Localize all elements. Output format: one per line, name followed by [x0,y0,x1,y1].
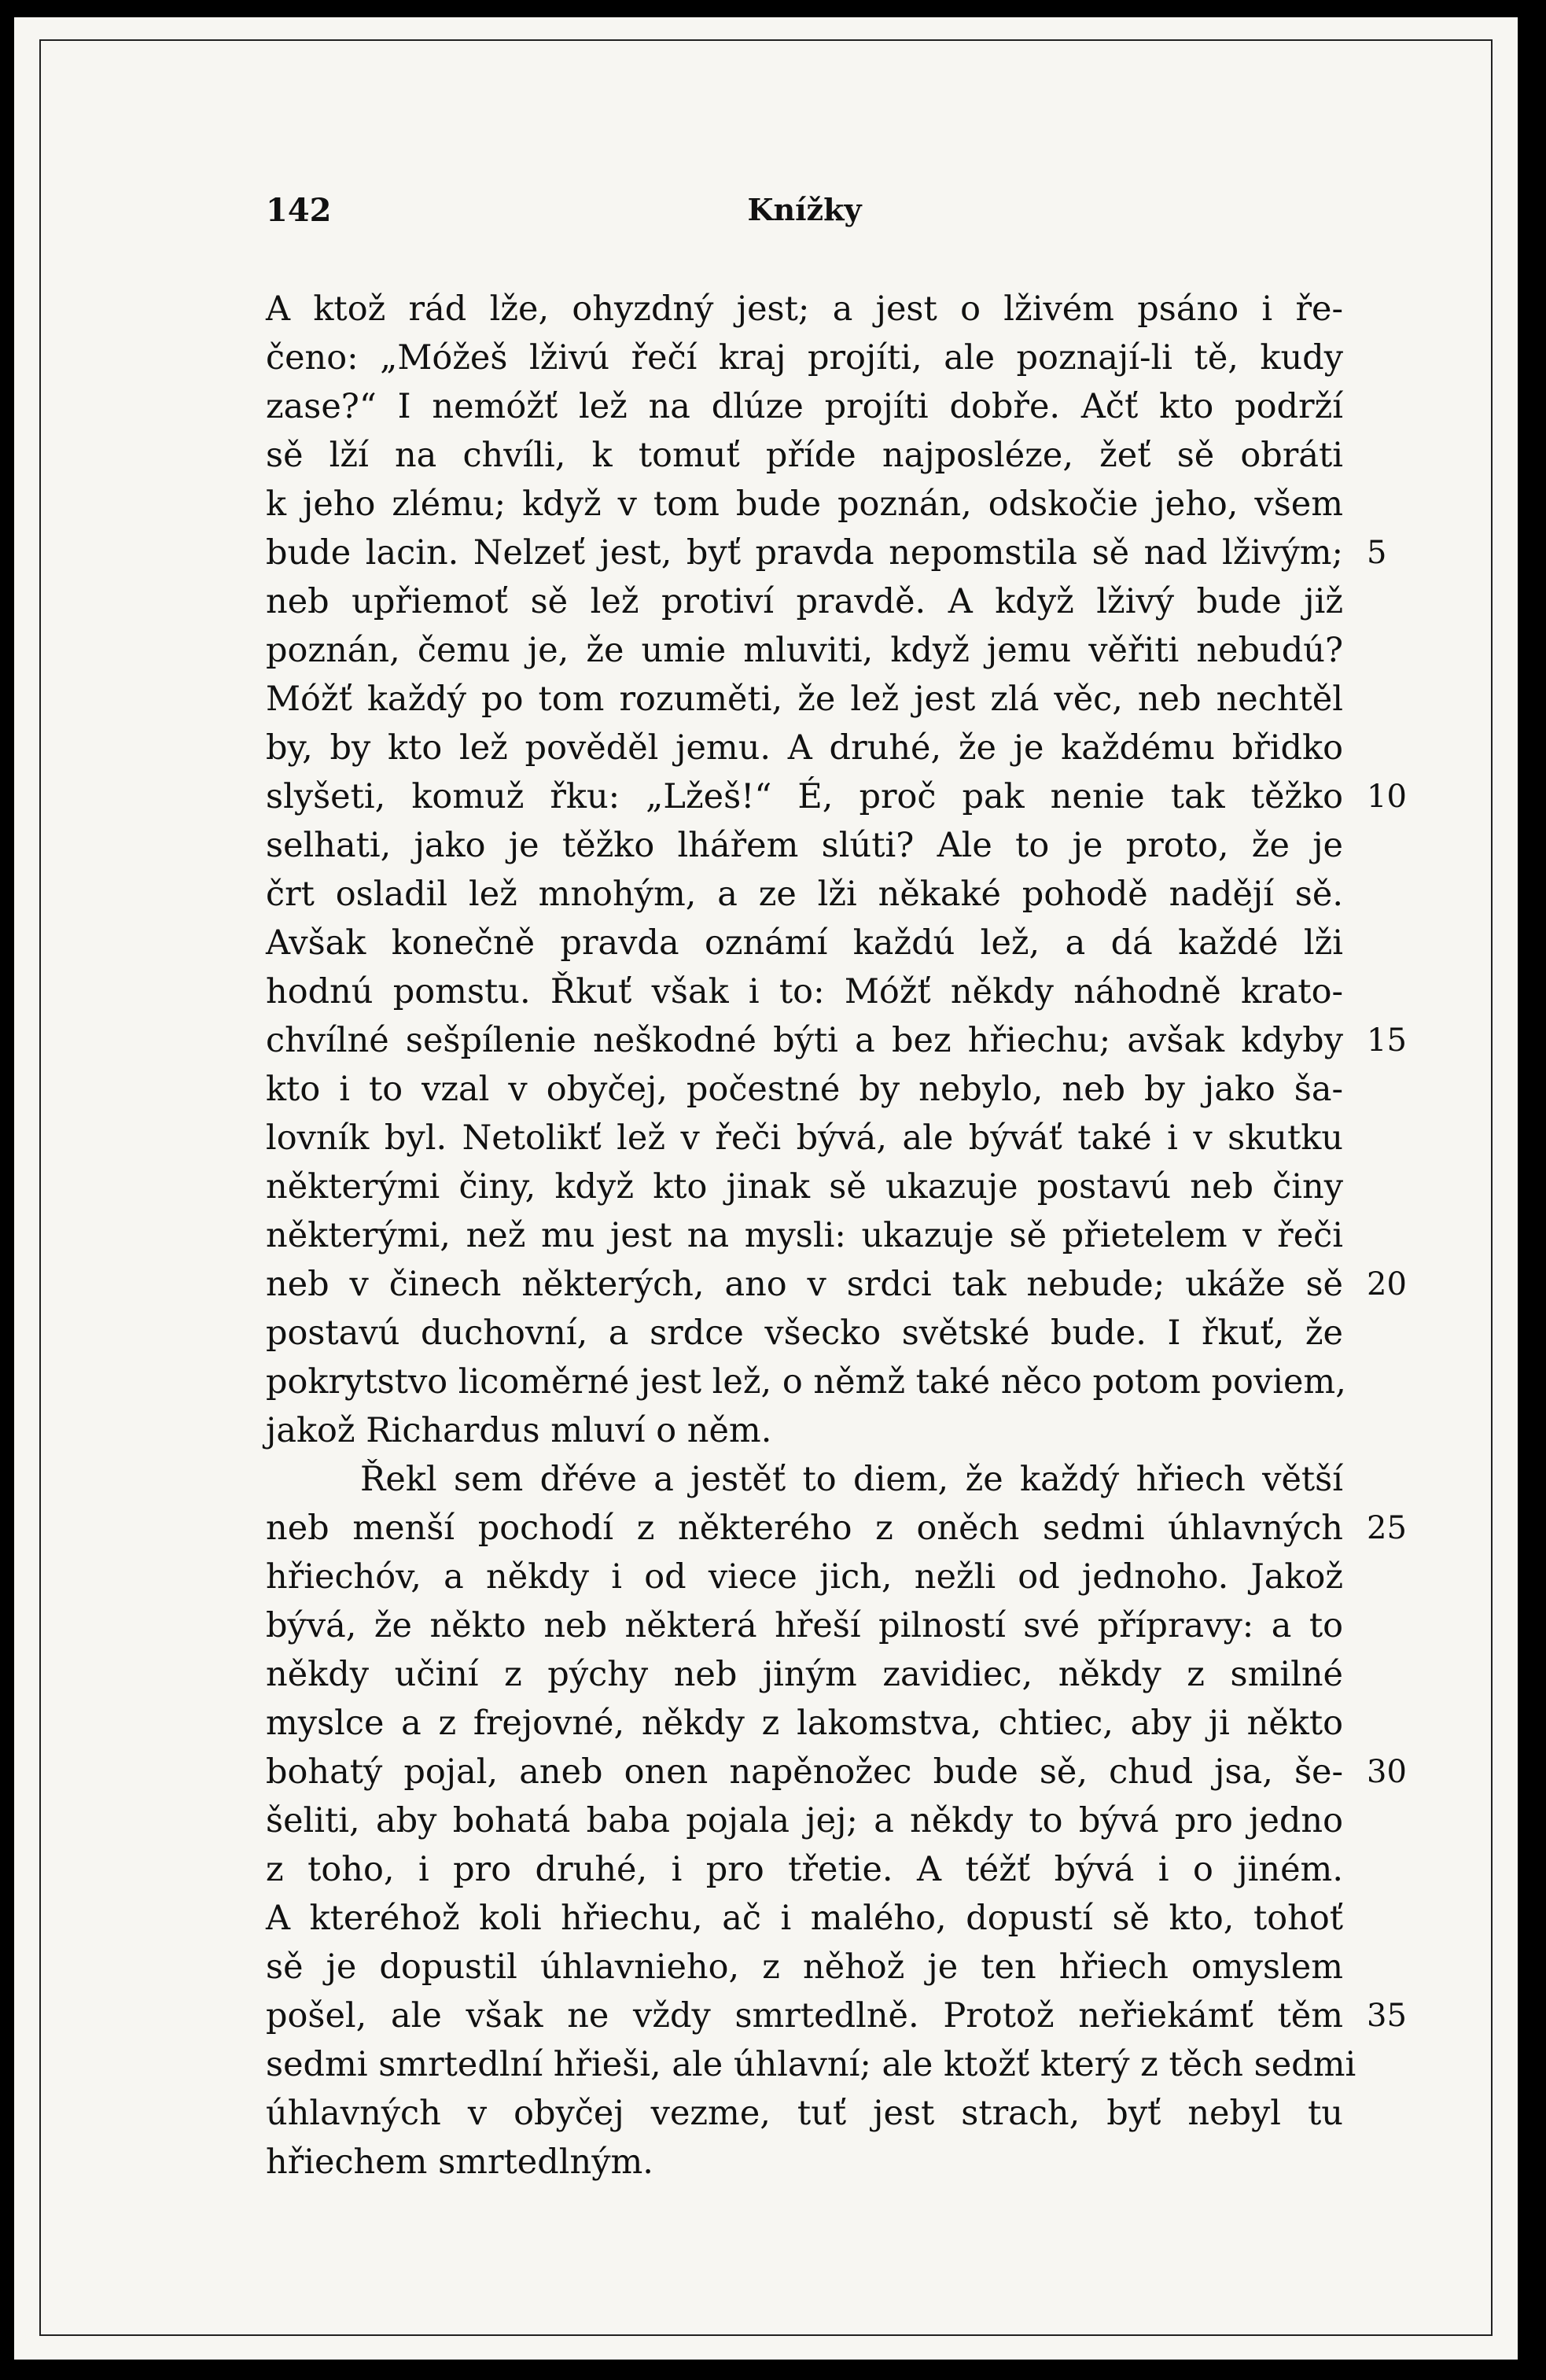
line-text: sě je dopustil úhlavnieho, z něhož je ten hřiech omyslem [266,1947,1343,1987]
line-text: črt osladil lež mnohým, a ze lži někaké pohodě nadějí sě. [266,875,1343,914]
text-line [266,1748,1407,1796]
text-line [266,2138,1343,2187]
text-line [266,772,1407,821]
text-line [266,1991,1407,2040]
line-text: chvílné sešpílenie neškodné býti a bez hřiechu; avšak kdyby [266,1021,1343,1060]
line-text: zase?“ I nemóžť lež na dlúze projíti dobře. Ačť kto podrží [266,387,1343,426]
text-line [266,724,1343,772]
line-text: hřiechem smrtedlným. [266,2142,653,2182]
line-number: 30 [1367,1754,1407,1790]
text-line [266,1260,1407,1309]
line-text: Móžť každý po tom rozuměti, že lež jest zlá věc, neb nechtěl [266,680,1343,719]
line-text: někdy učiní z pýchy neb jiným zavidiec, někdy z smilné [266,1655,1343,1694]
line-number: 35 [1367,1998,1407,2034]
text-line [266,1943,1343,1991]
text-line [266,285,1343,333]
line-text: A ktož rád lže, ohyzdný jest; a jest o lživém psáno i ře- [266,289,1343,329]
line-number: 5 [1367,535,1387,571]
line-text: pošel, ale však ne vždy smrtedlně. Protož neřiekámť těm [266,1996,1343,2036]
page-number: 142 [266,192,332,229]
text-line [266,967,1343,1016]
line-text: Řekl sem dřéve a jestěť to diem, že každý hřiech větší [360,1460,1343,1499]
line-text: Avšak konečně pravda oznámí každú lež, a dá každé lži [266,923,1343,963]
text-line [266,1894,1343,1943]
text-line [266,480,1343,529]
text-line [266,626,1343,675]
text-line [266,1601,1343,1650]
line-number: 25 [1367,1510,1407,1546]
line-text: k jeho zlému; když v tom bude poznán, odskočie jeho, všem [266,484,1343,524]
text-line [266,2040,1356,2089]
line-text: sě lží na chvíli, k tomuť příde najposléze, žeť sě obráti [266,436,1343,475]
text-line [266,577,1343,626]
text-line [266,1796,1343,1845]
text-line [266,1016,1407,1065]
line-text: úhlavných v obyčej vezme, tuť jest strach, byť nebyl tu [266,2094,1343,2133]
text-line [266,431,1343,480]
line-text: čeno: „Móžeš lživú řečí kraj projíti, ale poznají-li tě, kudy [266,338,1343,378]
text-line [266,821,1343,870]
text-line [266,675,1343,724]
line-text: bude lacin. Nelzeť jest, byť pravda nepomstila sě nad lživým; [266,533,1343,573]
text-line [266,1699,1343,1748]
line-text: bohatý pojal, aneb onen napěnožec bude sě, chud jsa, še- [266,1752,1343,1792]
text-line [266,919,1343,967]
text-line [266,1650,1343,1699]
running-head: Knížky [747,192,862,227]
text-line [266,1553,1343,1601]
line-text: šeliti, aby bohatá baba pojala jej; a někdy to bývá pro jedno [266,1801,1343,1840]
text-line [266,870,1343,919]
line-text: pokrytstvo licoměrné jest lež, o němž také něco potom poviem, [266,1362,1346,1402]
line-text: neb v činech některých, ano v srdci tak nebude; ukáže sě [266,1265,1343,1304]
text-line [266,1358,1346,1406]
text-line [266,1309,1343,1358]
text-line [266,1455,1343,1504]
body-text [266,285,1407,2187]
text-line [266,1114,1343,1162]
line-text: by, by kto lež pověděl jemu. A druhé, že je každému břidko [266,728,1343,768]
page-header [266,192,1343,239]
line-text: sedmi smrtedlní hřieši, ale úhlavní; ale ktožť který z těch sedmi [266,2045,1356,2084]
line-text: jakož Richardus mluví o něm. [266,1411,772,1450]
line-text: z toho, i pro druhé, i pro třetie. A téžť bývá i o jiném. [266,1850,1343,1889]
line-text: některými činy, když kto jinak sě ukazuje postavú neb činy [266,1167,1343,1207]
line-number: 15 [1367,1022,1407,1059]
line-text: slyšeti, komuž řku: „Lžeš!“ É, proč pak nenie tak těžko [266,777,1343,816]
text-line [266,2089,1343,2138]
text-line [266,529,1387,577]
paragraph [266,285,1407,1455]
line-text: A kteréhož koli hřiechu, ač i malého, dopustí sě kto, tohoť [266,1899,1343,1938]
text-line [266,333,1343,382]
text-line [266,1162,1343,1211]
line-text: kto i to vzal v obyčej, počestné by nebylo, neb by jako ša- [266,1070,1343,1109]
line-number: 20 [1367,1266,1407,1302]
text-line [266,1845,1343,1894]
line-text: některými, než mu jest na mysli: ukazuje sě přietelem v řeči [266,1216,1343,1255]
paragraph [266,1455,1407,2187]
text-line [266,382,1343,431]
text-line [266,1406,1343,1455]
line-text: bývá, že někto neb některá hřeší pilností své přípravy: a to [266,1606,1343,1645]
line-text: hodnú pomstu. Řkuť však i to: Móžť někdy náhodně krato- [266,972,1343,1011]
line-text: neb upřiemoť sě lež protiví pravdě. A když lživý bude již [266,582,1343,621]
line-text: postavú duchovní, a srdce všecko světské bude. I řkuť, že [266,1313,1343,1353]
line-text: poznán, čemu je, že umie mluviti, když jemu věřiti nebudú? [266,631,1343,670]
line-text: neb menší pochodí z některého z oněch sedmi úhlavných [266,1509,1343,1548]
line-text: selhati, jako je těžko lhářem slúti? Ale to je proto, že je [266,826,1343,865]
text-line [266,1211,1343,1260]
line-text: myslce a z frejovné, někdy z lakomstva, chtiec, aby ji někto [266,1704,1343,1743]
book-page [14,17,1518,2360]
line-text: lovník byl. Netolikť lež v řeči bývá, ale býváť také i v skutku [266,1118,1343,1158]
line-number: 10 [1367,779,1407,815]
line-text: hřiechóv, a někdy i od viece jich, nežli od jednoho. Jakož [266,1557,1343,1597]
text-line [266,1504,1407,1553]
text-line [266,1065,1343,1114]
